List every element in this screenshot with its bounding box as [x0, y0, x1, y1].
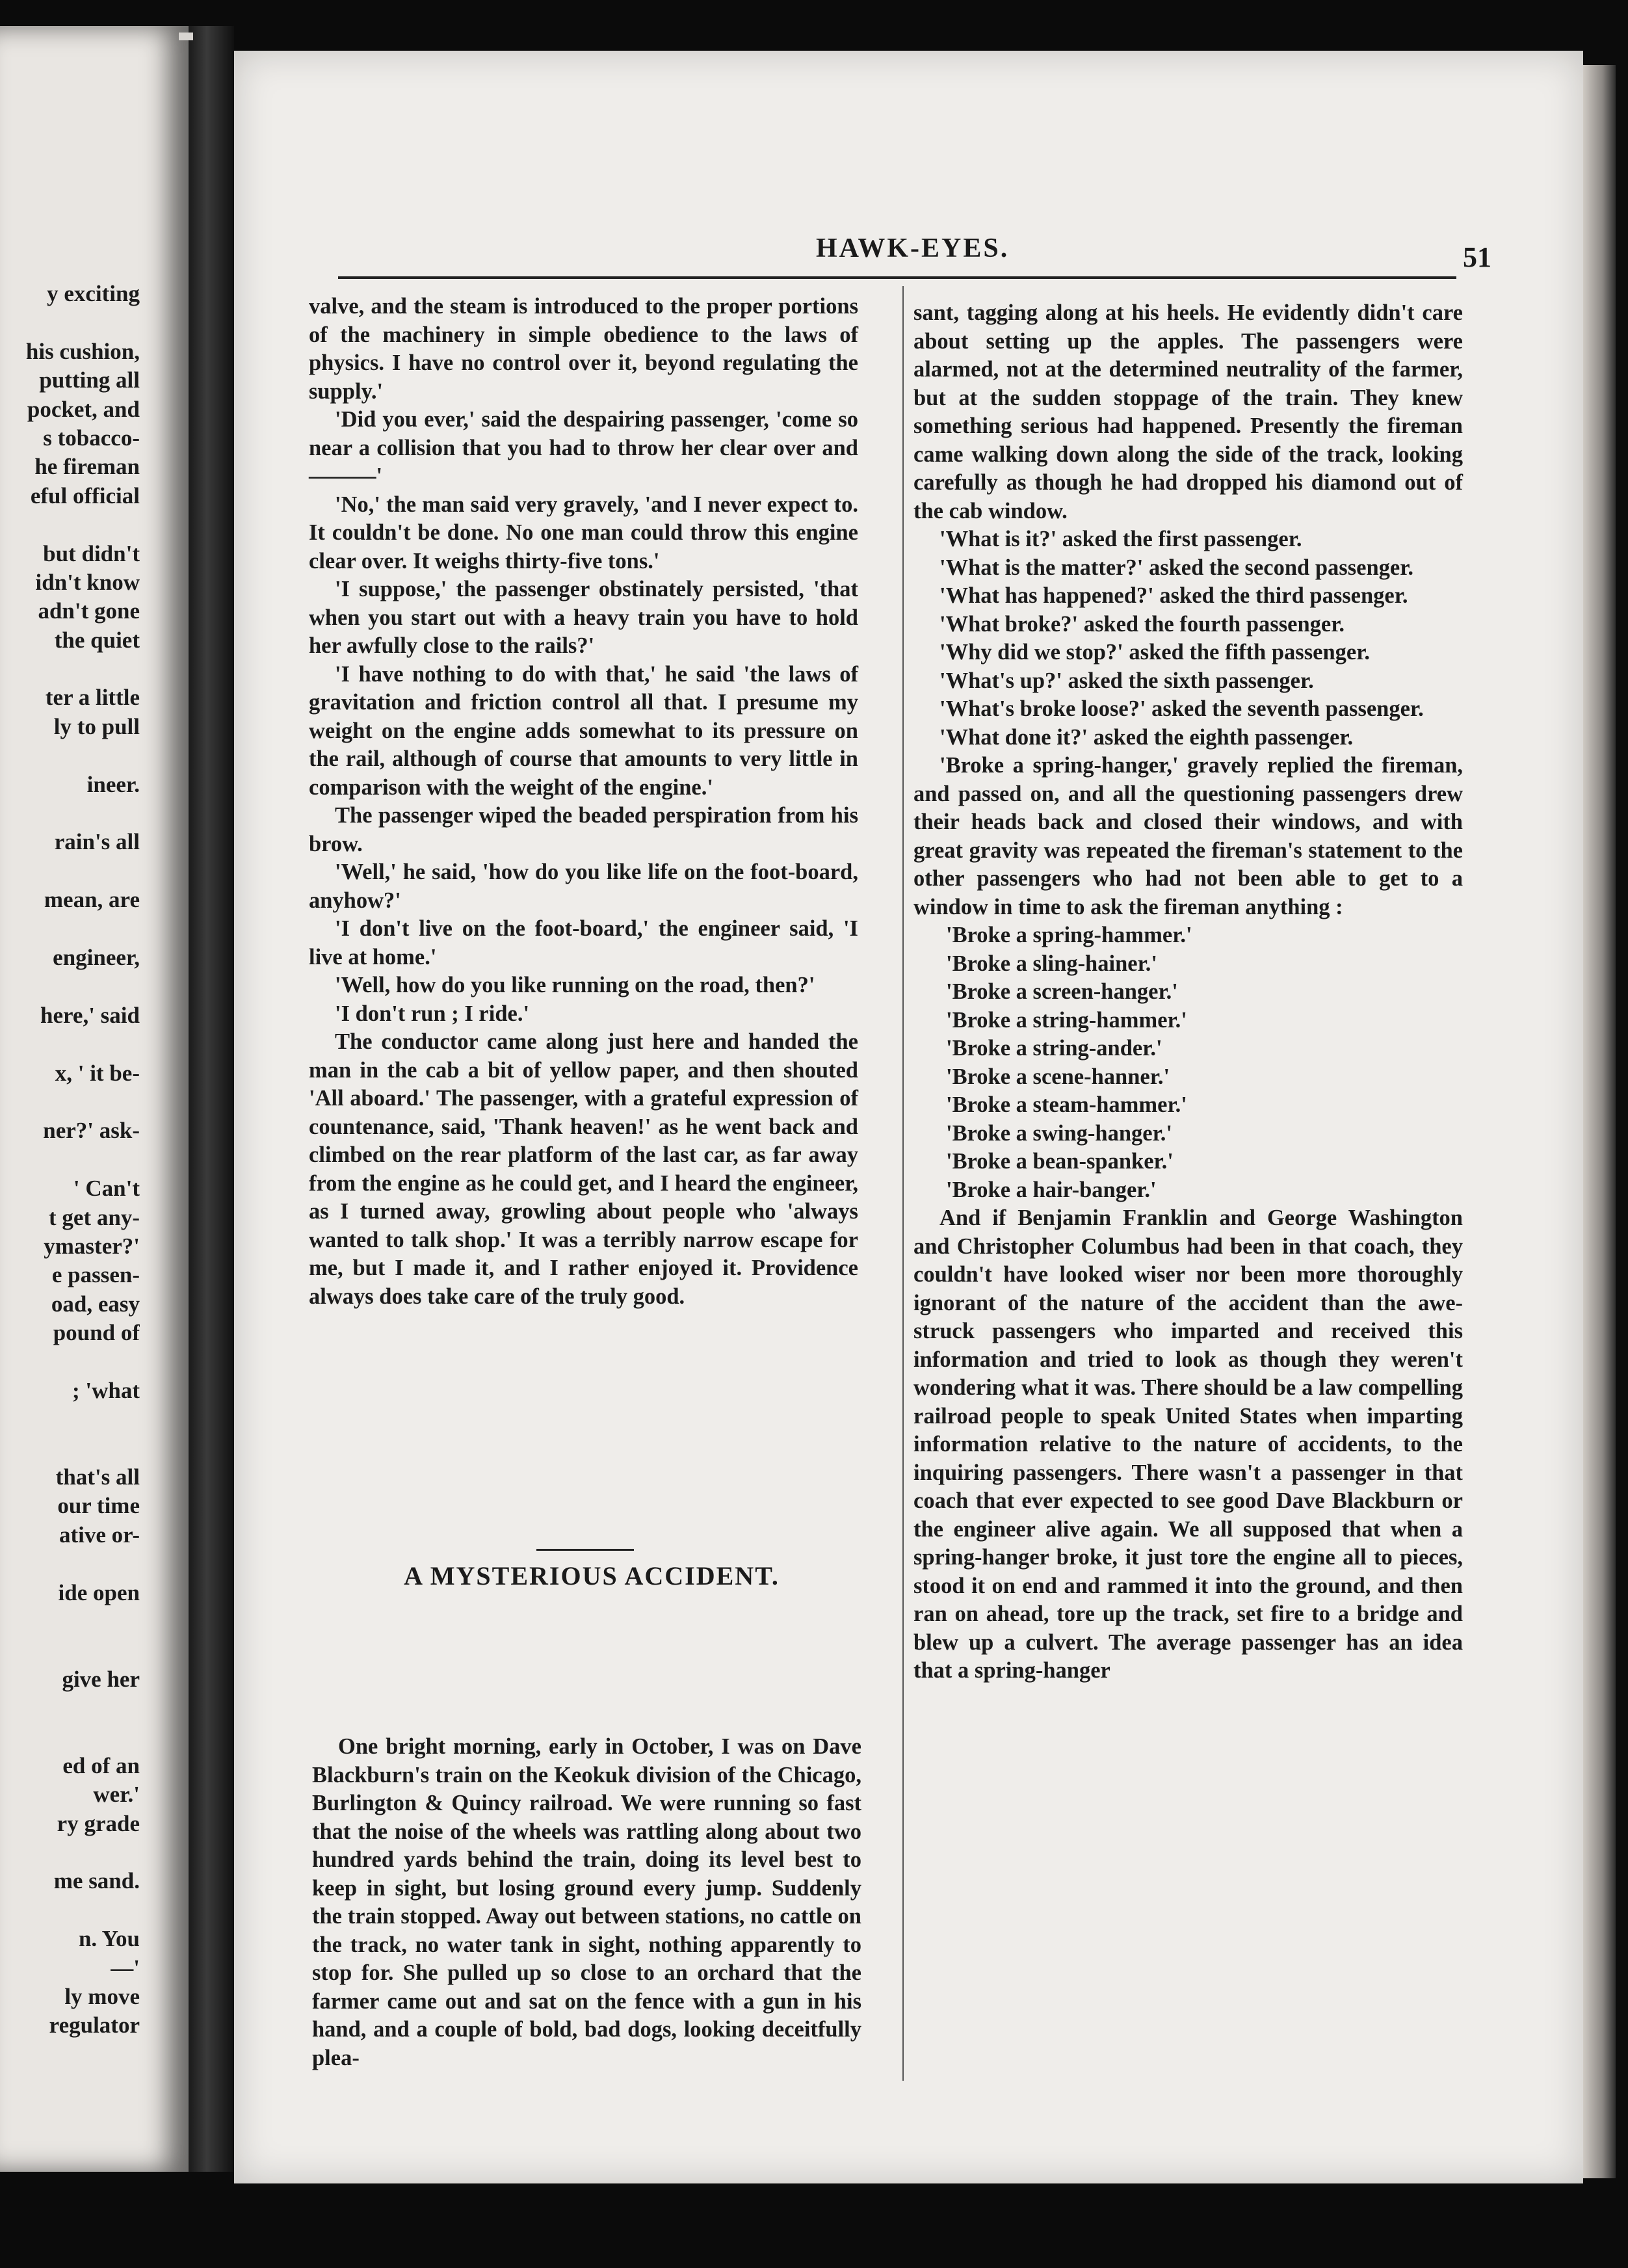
facing-page-line	[0, 1146, 140, 1174]
facing-page-line: ide open	[58, 1579, 140, 1605]
facing-page-line: rain's all	[54, 829, 140, 855]
facing-page-line: his cushion,	[25, 338, 140, 364]
facing-page-line: y exciting	[47, 281, 140, 306]
facing-page-line: e passen-	[51, 1262, 140, 1288]
facing-page-line: ner?' ask-	[43, 1118, 140, 1144]
paragraph: 'What broke?' asked the fourth passenger.	[939, 611, 1345, 637]
facing-page-line	[0, 1405, 140, 1434]
list-item: 'Broke a screen-hanger.'	[946, 979, 1178, 1004]
facing-page-line	[0, 308, 140, 337]
facing-page-line	[0, 799, 140, 828]
facing-page-line: ' Can't	[73, 1176, 140, 1202]
facing-page-line	[0, 1088, 140, 1116]
page-number: 51	[1463, 241, 1491, 273]
paragraph: One bright morning, early in October, I was on Dave Blackburn's train on the Keokuk division of the Chicago, Burlington & Quincy railroad. We were running so fast that the noise of the wheels was rattling along about two hundred yards behind the train, doing its level best to keep in sight, but losing ground every jump. Suddenly the train stopped. Away out between stations, no cattle on the track, no water tank in sight, nothing apparently to stop for. She pulled up so close to an orchard that the farmer came out and sat on the fence with a gun in his hand, and a couple of bold, bad dogs, looking deceitfully plea-	[312, 1734, 861, 2070]
list-item: 'Broke a steam-hammer.'	[946, 1092, 1187, 1117]
facing-page-line	[0, 1838, 140, 1867]
paragraph: 'What is it?' asked the first passenger.	[939, 527, 1302, 551]
facing-page-text	[0, 280, 140, 2040]
facing-page-line: ative or-	[59, 1522, 140, 1548]
facing-page-line: eful official	[30, 482, 140, 508]
facing-page-line: the quiet	[54, 627, 140, 653]
broke-list	[913, 921, 1463, 1204]
facing-page-line	[0, 1607, 140, 1636]
paragraph: 'What's broke loose?' asked the seventh passenger.	[939, 696, 1424, 721]
paragraph: 'Broke a spring-hanger,' gravely replied the fireman, and passed on, and all the questioning passengers drew their heads back and closed their windows, and with great gravity was repeated the fireman's statement to the other passengers who had not been able to get to a window in time to ask the fireman anything :	[913, 753, 1463, 919]
column-divider	[902, 286, 904, 2081]
section-rule	[536, 1549, 634, 1551]
facing-page-line	[0, 1030, 140, 1059]
facing-page-line	[0, 1896, 140, 1925]
paragraph: 'No,' the man said very gravely, 'and I never expect to. It couldn't be done. No one man could throw this engine clear over. It weighs thirty-five tons.'	[309, 492, 858, 574]
book-gutter	[189, 26, 234, 2172]
facing-page-line: ry grade	[57, 1810, 140, 1836]
paragraph: The conductor came along just here and handed the man in the cab a bit of yellow paper, and then shouted 'All aboard.' The passenger, with a grateful expression of countenance, said, 'Thank heaven!' as he went back and climbed on the rear platform of the last car, as far away from the engine as he could get, and I heard the engineer, as I turned away, growling about people who 'always wanted to talk shop.' It was a terribly narrow escape for me, but I made it, and I rather enjoyed it. Providence always does take care of the truly good.	[309, 1029, 858, 1309]
paragraph: 'What's up?' asked the sixth passenger.	[939, 668, 1314, 693]
facing-page-line: ymaster?'	[44, 1233, 140, 1259]
paragraph: 'Well,' he said, 'how do you like life on the foot-board, anyhow?'	[309, 860, 858, 913]
paragraph: And if Benjamin Franklin and George Washington and Christopher Columbus had been in that coach, they couldn't have looked wiser nor been more thoroughly ignorant of the nature of the accident than the awe-struck passengers who imparted and received this information and tried to look as though they weren't wondering what it was. There should be a law compelling railroad people to speak United States when imparting information relative to the nature of accidents, to the inquiring passengers. There wasn't a passenger in that coach that ever expected to see good Dave Blackburn or the engineer alive again. We all supposed that when a spring-hanger broke, it just tore the engine all to pieces, stood it on end and rammed it into the ground, and then ran on ahead, tore up the track, set fire to a bridge and blew up a culvert. The average passenger has an idea that a spring-hanger	[913, 1206, 1463, 1683]
paragraph: 'I don't run ; I ride.'	[335, 1001, 530, 1026]
list-item: 'Broke a hair-banger.'	[946, 1177, 1157, 1202]
scan-mark	[179, 33, 193, 40]
facing-page-line: mean, are	[44, 887, 140, 913]
facing-page-line: but didn't	[43, 540, 140, 566]
facing-page-line: here,' said	[40, 1002, 140, 1028]
facing-page-line: ed of an	[62, 1752, 140, 1778]
facing-page-line	[0, 915, 140, 943]
paragraph: 'What is the matter?' asked the second passenger.	[939, 555, 1413, 580]
facing-page-line: our time	[57, 1493, 140, 1519]
facing-page-line: x, ' it be-	[55, 1060, 140, 1086]
list-item: 'Broke a string-ander.'	[946, 1036, 1162, 1061]
section-heading: A MYSTERIOUS ACCIDENT.	[404, 1561, 780, 1590]
facing-page	[0, 26, 189, 2172]
facing-page-line: engineer,	[53, 944, 140, 970]
facing-page-line	[0, 972, 140, 1001]
facing-page-line	[0, 857, 140, 886]
list-item: 'Broke a bean-spanker.'	[946, 1149, 1174, 1174]
facing-page-line: ly to pull	[53, 713, 140, 739]
paragraph: 'I don't live on the foot-board,' the engineer said, 'I live at home.'	[309, 916, 858, 969]
right-column-text	[913, 299, 1463, 1685]
page-edge	[1583, 65, 1616, 2178]
paragraph: 'Why did we stop?' asked the fifth passenger.	[939, 640, 1370, 665]
facing-page-line: ly move	[64, 1984, 140, 2010]
facing-page-line: t get any-	[49, 1204, 140, 1230]
facing-page-line: ineer.	[86, 771, 140, 797]
facing-page-line	[0, 1434, 140, 1463]
facing-page-line	[0, 1723, 140, 1752]
facing-page-line: pocket, and	[27, 396, 140, 422]
paragraph: 'I suppose,' the passenger obstinately persisted, 'that when you start out with a heavy train you have to hold her awfully close to the rails?'	[309, 577, 858, 658]
running-head: HAWK-EYES.	[816, 233, 1010, 263]
facing-page-line: give her	[62, 1666, 140, 1692]
facing-page-line	[0, 1636, 140, 1665]
facing-page-line: ter a little	[45, 685, 140, 711]
facing-page-line: ; 'what	[72, 1377, 140, 1403]
facing-page-line: that's all	[55, 1464, 140, 1490]
facing-page-line: s tobacco-	[43, 425, 140, 451]
list-item: 'Broke a scene-hanner.'	[946, 1064, 1170, 1089]
left-column-lower-text	[312, 1733, 861, 2072]
header-rule	[338, 276, 1456, 279]
facing-page-line: adn't gone	[38, 598, 140, 624]
facing-page-line: n. You	[78, 1926, 140, 1952]
paragraph: The passenger wiped the beaded perspiration from his brow.	[309, 803, 858, 856]
facing-page-line: putting all	[39, 367, 140, 393]
list-item: 'Broke a string-hammer.'	[946, 1007, 1187, 1033]
facing-page-line: idn't know	[35, 569, 140, 595]
facing-page-line: —'	[111, 1955, 140, 1981]
facing-page-line	[0, 510, 140, 539]
facing-page-line	[0, 1347, 140, 1376]
facing-page-line: wer.'	[93, 1782, 140, 1808]
paragraph: 'What has happened?' asked the third passenger.	[939, 583, 1408, 608]
paragraph: 'What done it?' asked the eighth passenger.	[939, 724, 1354, 750]
paragraph: 'Did you ever,' said the despairing passenger, 'come so near a collision that you had to throw her clear over and———'	[309, 407, 858, 488]
paragraph: valve, and the steam is introduced to the proper portions of the machinery in simple obedience to the laws of physics. I have no control over it, beyond regulating the supply.'	[309, 294, 858, 404]
paragraph: 'I have nothing to do with that,' he said 'the laws of gravitation and friction control all that. I presume my weight on the engine adds somewhat to its pressure on the rail, although of course that amounts to very little in comparison with the weight of the engine.'	[309, 661, 858, 800]
facing-page-line: oad, easy	[51, 1291, 140, 1317]
facing-page-line	[0, 1694, 140, 1722]
facing-page-line	[0, 1549, 140, 1578]
facing-page-line	[0, 655, 140, 683]
facing-page-line: pound of	[53, 1320, 140, 1346]
facing-page-line	[0, 741, 140, 770]
list-item: 'Broke a spring-hammer.'	[946, 923, 1192, 947]
list-item: 'Broke a sling-hainer.'	[946, 951, 1157, 976]
left-column-text	[309, 293, 858, 1311]
list-item: 'Broke a swing-hanger.'	[946, 1120, 1172, 1146]
facing-page-line: he fireman	[34, 454, 140, 480]
paragraph: sant, tagging along at his heels. He evidently didn't care about setting up the apples. The passengers were alarmed, not at the determined neutrality of the farmer, but at the sudden stoppage of the train. They knew something serious had happened. Presently the fireman came walking down along the side of the track, looking carefully as though he had dropped his diamond out of the cab window.	[913, 300, 1463, 523]
paragraph: 'Well, how do you like running on the road, then?'	[335, 973, 815, 997]
facing-page-line: regulator	[49, 2012, 140, 2038]
facing-page-line: me sand.	[53, 1868, 140, 1894]
